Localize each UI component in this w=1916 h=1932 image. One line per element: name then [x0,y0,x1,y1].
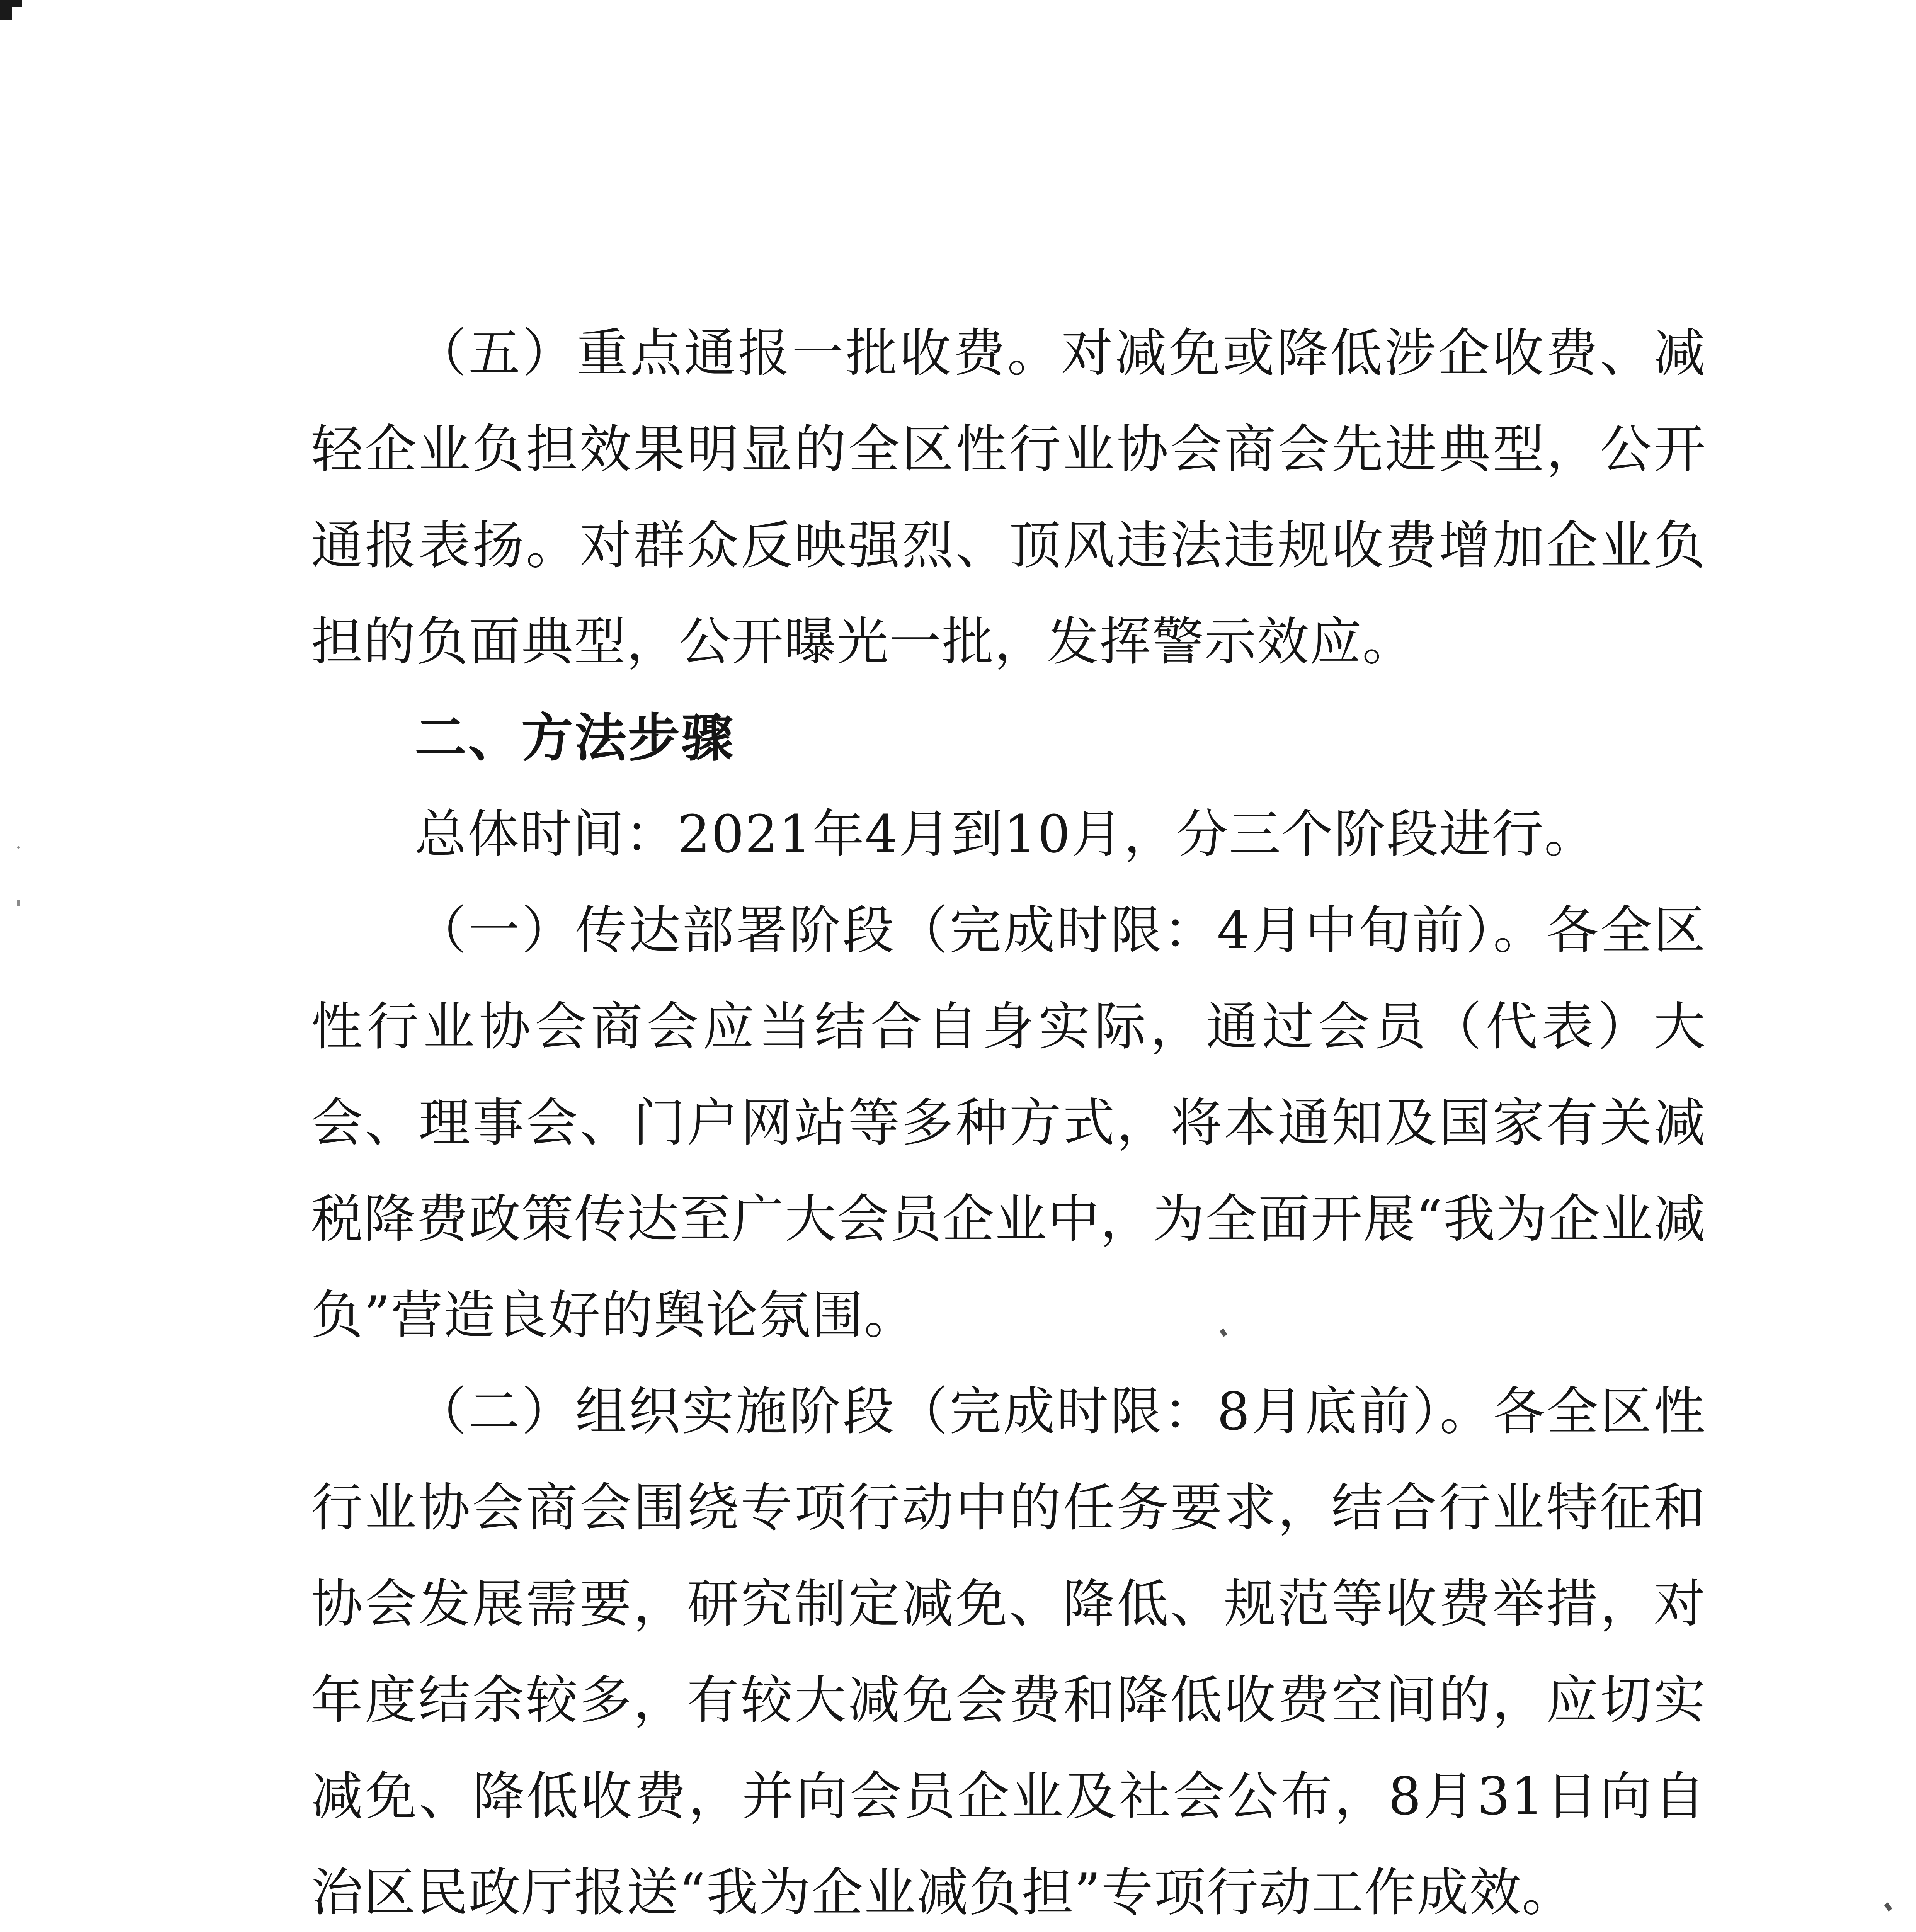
scan-speck [17,846,20,849]
paragraph-overall-timeline: 总体时间：2021年4月到10月，分三个阶段进行。 [415,804,1597,864]
scan-speck [1884,1902,1892,1911]
paragraph-stage-2-implementation: （二）组织实施阶段（完成时限：8月底前）。各全区性行业协会商会围绕专项行动中的任务要求，结合行业特征和协会发展需要，研究制定减免、降低、规范等收费举措，对年度结余较多，有较大减免会费和降低收费空间的，应切实减免、降低收费，并向会员企业及社会公布，8月31日向自治区民政厅报送“我为企业减负担”专项行动工作成效。 [311,1381,1706,1923]
body-text [311,305,1706,1932]
scan-speck [17,900,20,906]
paragraph-stage-1-deployment: （一）传达部署阶段（完成时限：4月中旬前）。各全区性行业协会商会应当结合自身实际，通过会员（代表）大会、理事会、门户网站等多种方式，将本通知及国家有关减税降费政策传达至广大会员企业中，为全面开展“我为企业减负”营造良好的舆论氛围。 [311,900,1706,1345]
scan-corner-mark-horizontal [0,0,22,7]
section-heading-methods-steps: 二、方法步骤 [415,708,735,768]
paragraph-item-5-key-notification: （五）重点通报一批收费。对减免或降低涉企收费、减轻企业负担效果明显的全区性行业协会商会先进典型，公开通报表扬。对群众反映强烈、顶风违法违规收费增加企业负担的负面典型，公开曝光一批，发挥警示效应。 [311,323,1706,672]
